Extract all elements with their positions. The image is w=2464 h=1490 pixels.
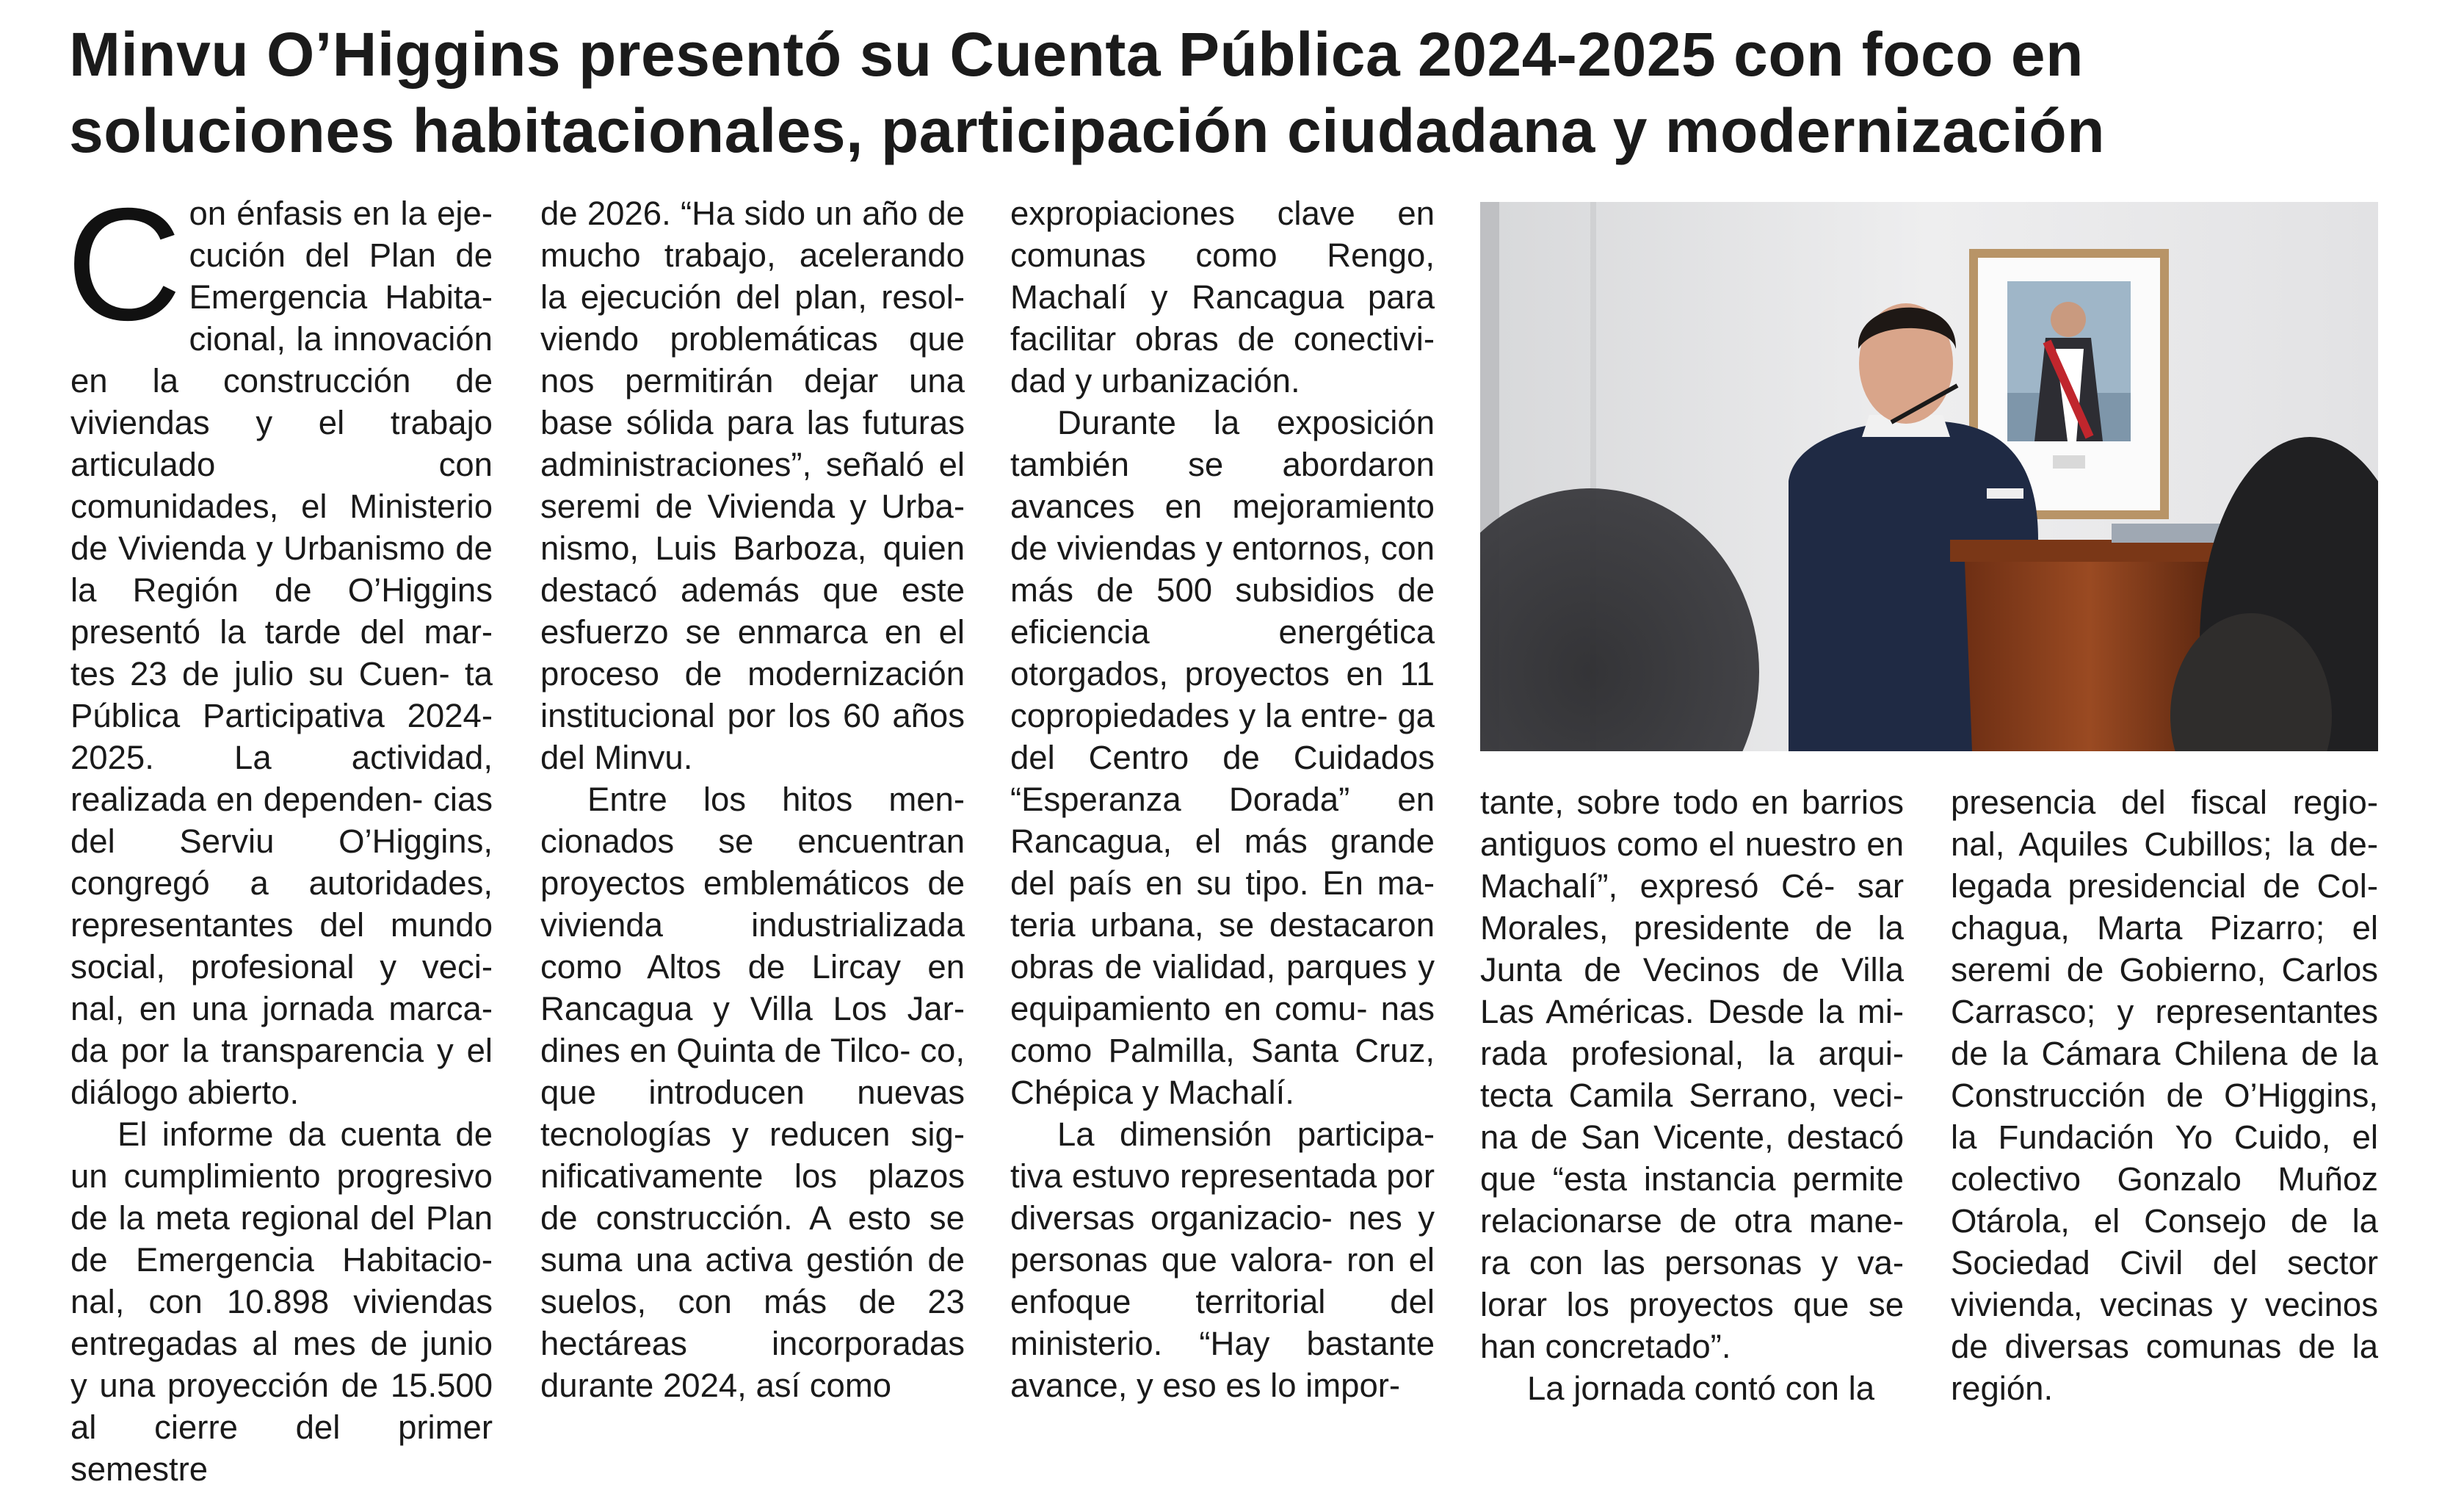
drop-cap: C [66, 176, 182, 354]
paragraph: La jornada contó con la [1527, 1370, 1875, 1407]
article-column-4 [1480, 781, 1904, 1428]
paragraph: Durante la exposición también se abordaron avances en mejoramiento de viviendas y entornos, con más de 500 subsidios de eficiencia energética otorgados, proyectos en 11 copropiedades y la entre- ga del Centro de Cuidados “Esperanza Dorada” en Rancagua, el más grande del país en su tipo. En ma- teria urbana, se destacaron obras de vialidad, parques y equipamiento en comu- nas como Palmilla, Santa Cruz, Chépica y Machalí. [1010, 404, 1435, 1111]
headline: Minvu O’Higgins presentó su Cuenta Pública 2024-2025 con foco en soluciones habitacionales, participación ciudadana y modernización [69, 20, 2106, 165]
article-column-1 [66, 176, 493, 1488]
speaker-at-podium-illustration [1480, 202, 2378, 751]
paragraph: expropiaciones clave en comunas como Rengo, Machalí y Rancagua para facilitar obras de conectivi- dad y urbanización. [1010, 195, 1435, 399]
paragraph: on énfasis en la eje- cución del Plan de Emergencia Habita- cional, la innovación en la construcción de viviendas y el trabajo articulado con comunidades, el Ministerio de Vivienda y Urbanismo de la Región de O’Higgins presentó la tarde del mar- tes 23 de julio su Cuen- ta Pública Participativa 2024-2025. La actividad, realizada en dependen- cias del Serviu O’Higgins, congregó a autoridades, representantes del mundo social, profesional y veci- nal, en una jornada marca- da por la transparencia y el diálogo abierto. [70, 195, 493, 1111]
paragraph: Entre los hitos men- cionados se encuentran proyectos emblemáticos de vivienda industrializada como Altos de Lircay en Rancagua y Villa Los Jar- dines en Quinta de Tilco- co, que introducen nuevas tecnologías y reducen sig- nificativamente los plazos de construcción. A esto se suma una activa gestión de suelos, con más de 23 hectáreas incorporadas durante 2024, así como [540, 781, 965, 1404]
paragraph: tante, sobre todo en barrios antiguos como el nuestro en Machalí”, expresó Cé- sar Morales, presidente de la Junta de Vecinos de Villa Las Américas. Desde la mi- rada profesional, la arqui- tecta Camila Serrano, veci- na de San Vicente, destacó que “esta instancia permite relacionarse de otra mane- ra con las personas y va- lorar los proyectos que se han concretado”. [1480, 784, 1904, 1365]
article-column-5 [1951, 781, 2378, 1428]
paragraph: presencia del fiscal regio- nal, Aquiles Cubillos; la de- legada presidencial de Col- chagua, Marta Pizarro; el seremi de Gobierno, Carlos Carrasco; y representantes de la Cámara Chilena de la Construcción de O’Higgins, la Fundación Yo Cuido, el colectivo Gonzalo Muñoz Otárola, el Consejo de la Sociedad Civil del sector vivienda, vecinas y vecinos de diversas comunas de la región. [1951, 784, 2378, 1407]
article-column-3 [1010, 192, 1435, 1426]
paragraph: de 2026. “Ha sido un año de mucho trabajo, acelerando la ejecución del plan, resol- viendo problemáticas que nos permitirán dejar una base sólida para las futuras administraciones”, señaló el seremi de Vivienda y Urba- nismo, Luis Barboza, quien destacó además que este esfuerzo se enmarca en el proceso de modernización institucional por los 60 años del Minvu. [540, 195, 965, 776]
news-photo [1480, 202, 2378, 751]
paragraph: El informe da cuenta de un cumplimiento progresivo de la meta regional del Plan de Emergencia Habitacio- nal, con 10.898 viviendas entregadas al mes de junio y una proyección de 15.500 al cierre del primer semestre [70, 1115, 493, 1488]
article-column-2 [540, 192, 965, 1426]
paragraph: La dimensión participa- tiva estuvo representada por diversas organizacio- nes y personas que valora- ron el enfoque territorial del ministerio. “Hay bastante avance, y eso es lo impor- [1010, 1115, 1435, 1404]
